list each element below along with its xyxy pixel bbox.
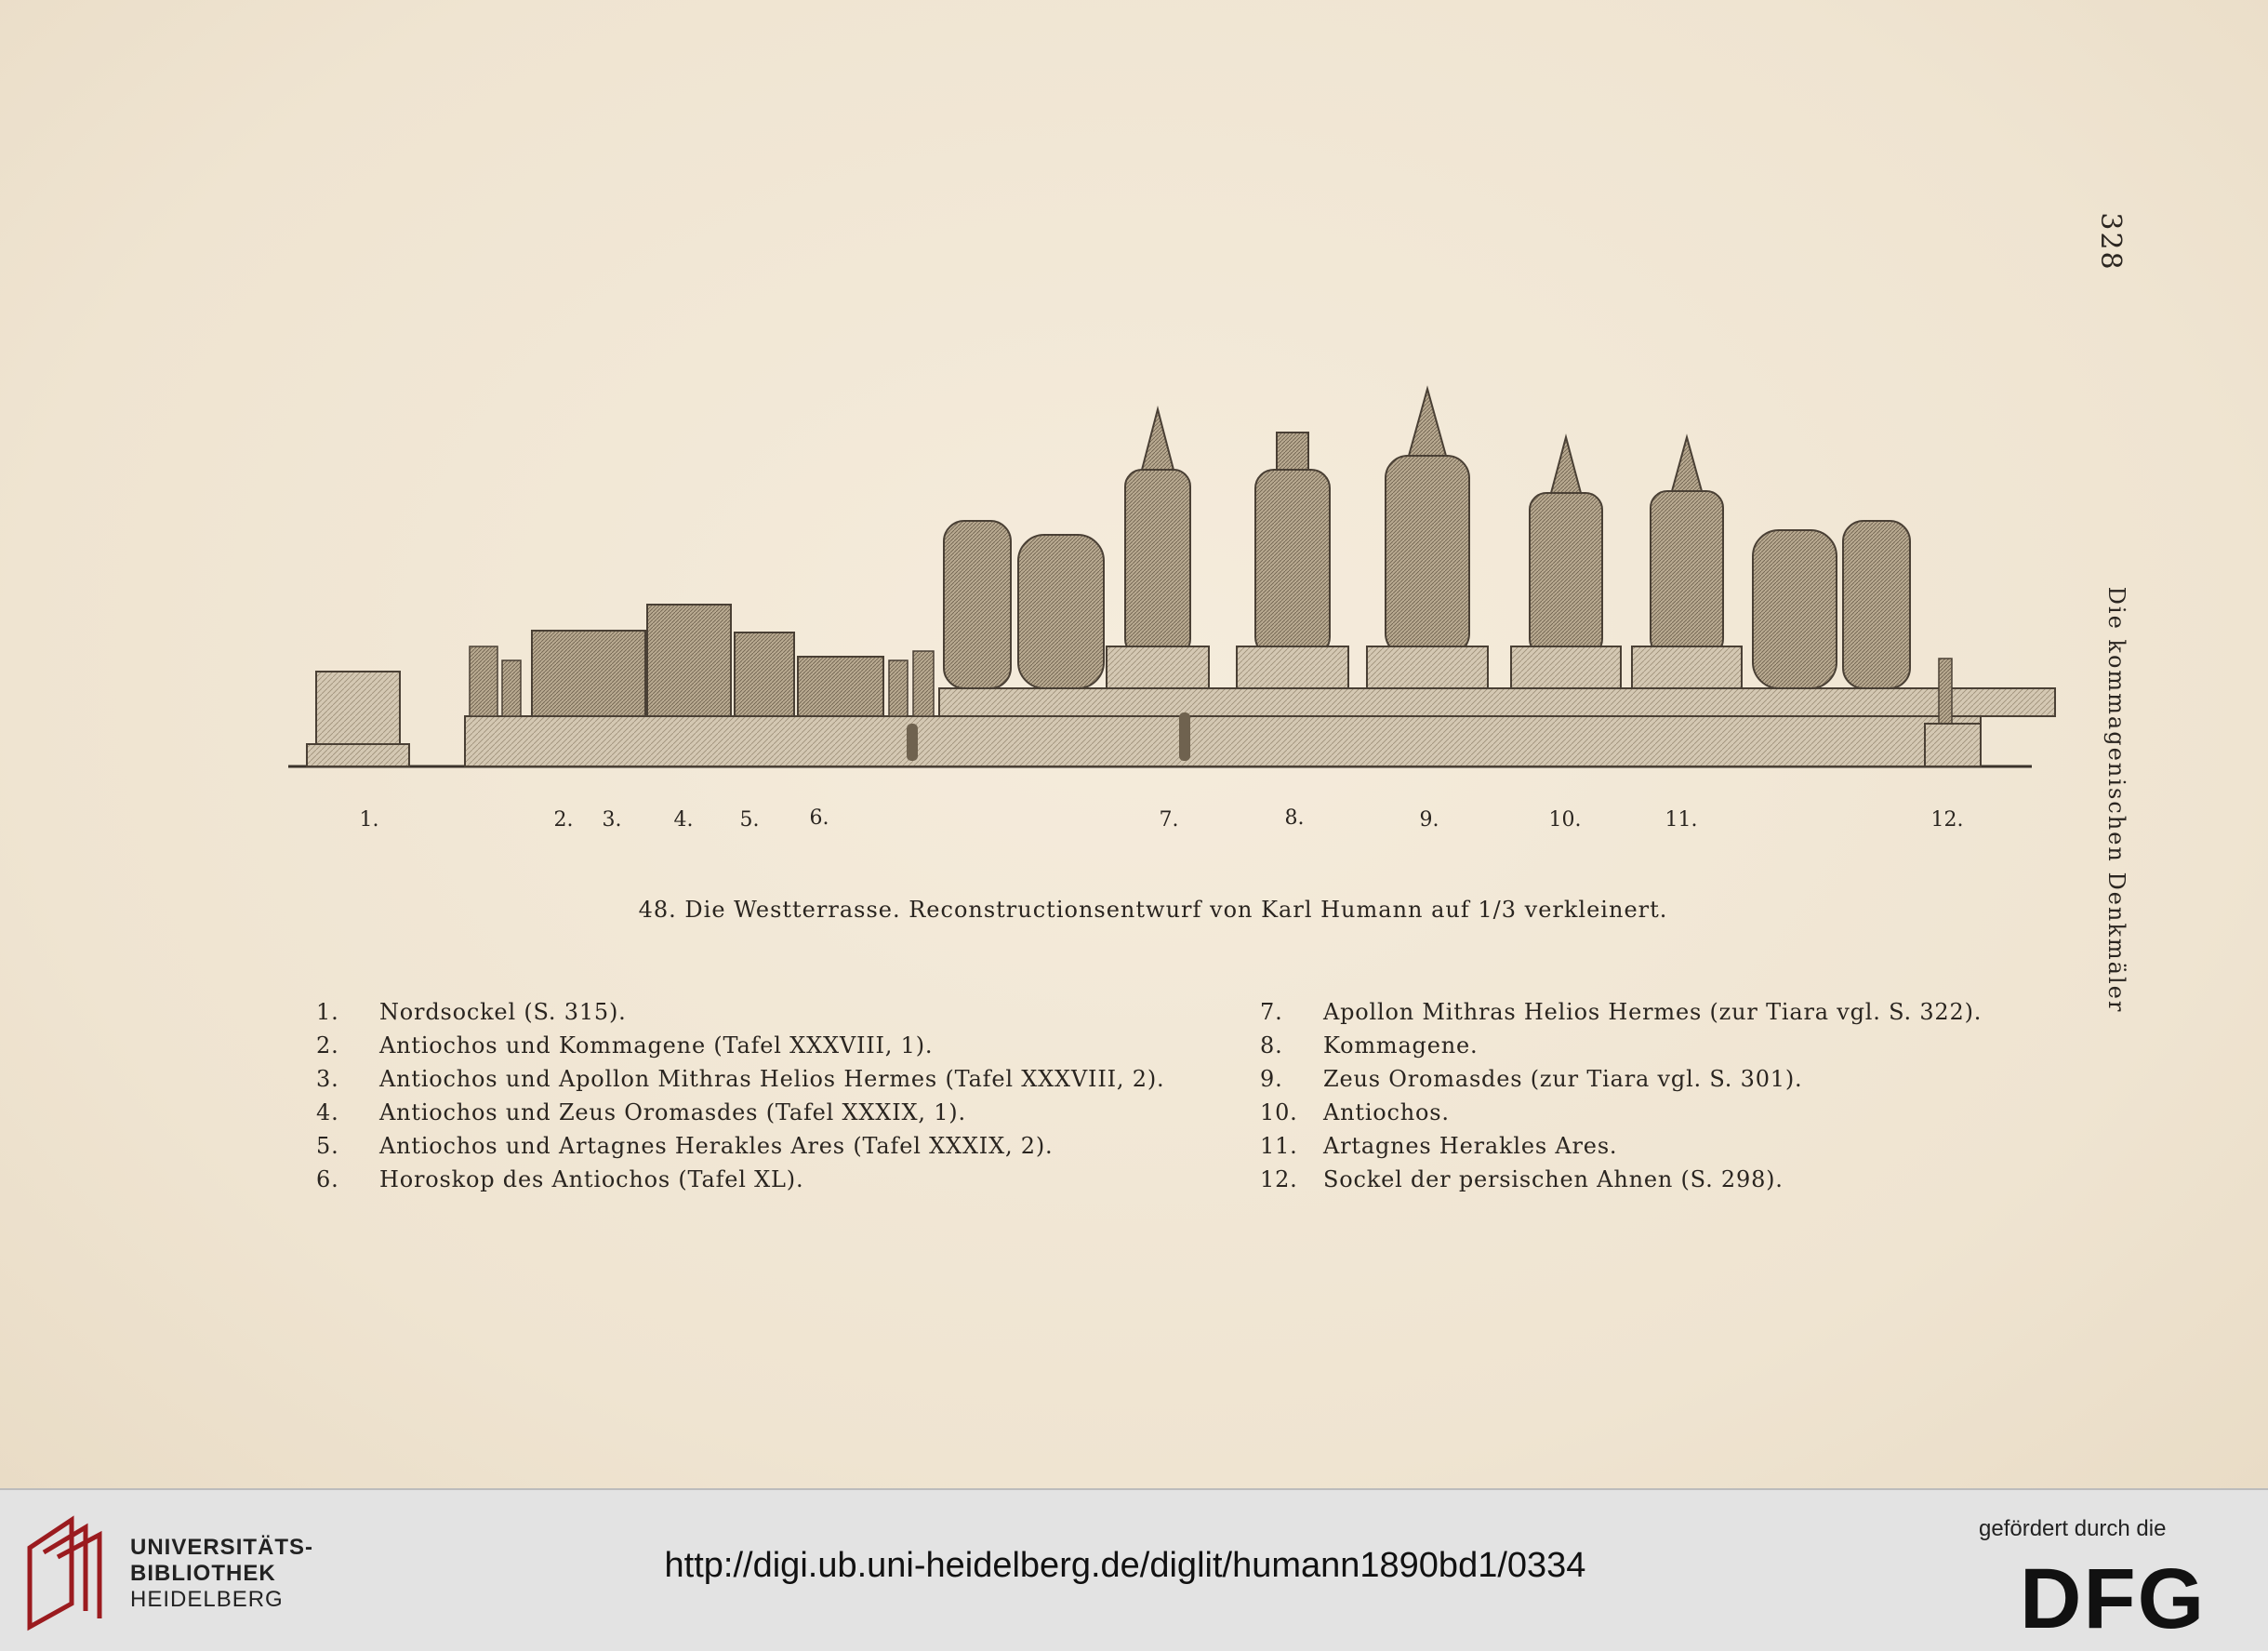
legend-item xyxy=(316,1163,1246,1196)
legend-number: 4. xyxy=(316,1099,339,1125)
eagle-left xyxy=(1018,535,1104,688)
legend-text: Zeus Oromasdes (zur Tiara vgl. S. 301). xyxy=(1323,1066,1803,1092)
legend-number: 8. xyxy=(1260,1032,1283,1059)
legend-text: Kommagene. xyxy=(1323,1032,1479,1059)
figure-label-1: 1. xyxy=(359,808,379,832)
legend-text: Horoskop des Antiochos (Tafel XL). xyxy=(379,1166,804,1192)
legend-number: 3. xyxy=(316,1066,339,1092)
legend-number: 5. xyxy=(316,1133,339,1159)
legend-number: 2. xyxy=(316,1032,339,1059)
legend-number: 12. xyxy=(1260,1166,1298,1192)
legend-item xyxy=(316,1129,1246,1163)
legend-number: 7. xyxy=(1260,999,1283,1025)
legend-text: Artagnes Herakles Ares. xyxy=(1323,1133,1618,1159)
dfg-logo-icon[interactable] xyxy=(2020,1551,2243,1646)
figure-label-8: 8. xyxy=(1284,806,1305,830)
figure-label-2: 2. xyxy=(553,808,574,832)
terrace-drawing xyxy=(288,381,2036,832)
legend-item xyxy=(1260,995,2097,1029)
legend-number: 1. xyxy=(316,999,339,1025)
legend-item xyxy=(316,1062,1246,1096)
figure-label-3: 3. xyxy=(602,808,622,832)
figure-label-10: 10. xyxy=(1548,808,1582,832)
nordsockel-1 xyxy=(307,672,409,766)
figure-label-7: 7. xyxy=(1159,808,1179,832)
legend-item xyxy=(1260,1163,2097,1196)
legend-text: Apollon Mithras Helios Hermes (zur Tiara vgl. S. 322). xyxy=(1323,999,1983,1025)
dfg-logo-text: DFG xyxy=(2020,1551,2207,1646)
funding-caption: gefördert durch die xyxy=(1979,1516,2167,1541)
statue-11 xyxy=(1632,437,1742,688)
legend-number: 6. xyxy=(316,1166,339,1192)
lion-left xyxy=(944,521,1011,688)
eagle-right xyxy=(1753,530,1837,688)
library-name-line: UNIVERSITÄTS- xyxy=(130,1535,314,1560)
legend-right xyxy=(1260,995,2097,1196)
statue-8 xyxy=(1237,433,1348,688)
figure-west-terrace xyxy=(288,381,2036,832)
permalink-url[interactable]: http://digi.ub.uni-heidelberg.de/diglit/humann1890bd1/0334 xyxy=(664,1546,1586,1585)
figure-label-5: 5. xyxy=(739,808,760,832)
running-head: Die kommagenischen Denkmäler xyxy=(2103,586,2129,1014)
statue-row xyxy=(944,389,1910,688)
figure-label-12: 12. xyxy=(1930,808,1964,832)
figure-label-11: 11. xyxy=(1665,808,1698,832)
legend-number: 10. xyxy=(1260,1099,1298,1125)
legend-text: Sockel der persischen Ahnen (S. 298). xyxy=(1323,1166,1784,1192)
university-library-name[interactable] xyxy=(130,1535,313,1613)
legend-text: Nordsockel (S. 315). xyxy=(379,999,627,1025)
lion-right xyxy=(1843,521,1910,688)
legend-item xyxy=(1260,1096,2097,1129)
legend-text: Antiochos und Artagnes Herakles Ares (Tafel XXXIX, 2). xyxy=(379,1133,1054,1159)
legend-item xyxy=(1260,1029,2097,1062)
statue-9 xyxy=(1367,389,1488,688)
relief-stelae xyxy=(470,605,934,716)
legend-number: 9. xyxy=(1260,1066,1283,1092)
university-library-logo-icon[interactable] xyxy=(20,1511,113,1631)
figure-label-4: 4. xyxy=(673,808,694,832)
terrace-platform xyxy=(465,716,1981,766)
page-number: 328 xyxy=(2094,212,2127,272)
figure-caption: 48. Die Westterrasse. Reconstructionsentwurf von Karl Humann auf 1/3 verkleinert. xyxy=(638,897,1668,923)
legend-item xyxy=(316,1096,1246,1129)
statue-7 xyxy=(1107,409,1209,688)
legend-number: 11. xyxy=(1260,1133,1298,1159)
legend-text: Antiochos. xyxy=(1323,1099,1450,1125)
legend-left xyxy=(316,995,1246,1196)
legend-item xyxy=(316,995,1246,1029)
legend-text: Antiochos und Kommagene (Tafel XXXVIII, 1). xyxy=(379,1032,934,1059)
legend-text: Antiochos und Zeus Oromasdes (Tafel XXXIX, 1). xyxy=(379,1099,966,1125)
legend-item xyxy=(1260,1062,2097,1096)
legend-item xyxy=(1260,1129,2097,1163)
library-name-line: HEIDELBERG xyxy=(130,1587,284,1612)
library-name-line: BIBLIOTHEK xyxy=(130,1561,276,1586)
figure-label-6: 6. xyxy=(809,806,829,830)
legend-item xyxy=(316,1029,1246,1062)
legend-text: Antiochos und Apollon Mithras Helios Hermes (Tafel XXXVIII, 2). xyxy=(379,1066,1165,1092)
figure-label-9: 9. xyxy=(1419,808,1439,832)
statue-10 xyxy=(1511,437,1621,688)
upper-terrace xyxy=(939,688,2055,716)
footer-bar xyxy=(0,1488,2268,1651)
